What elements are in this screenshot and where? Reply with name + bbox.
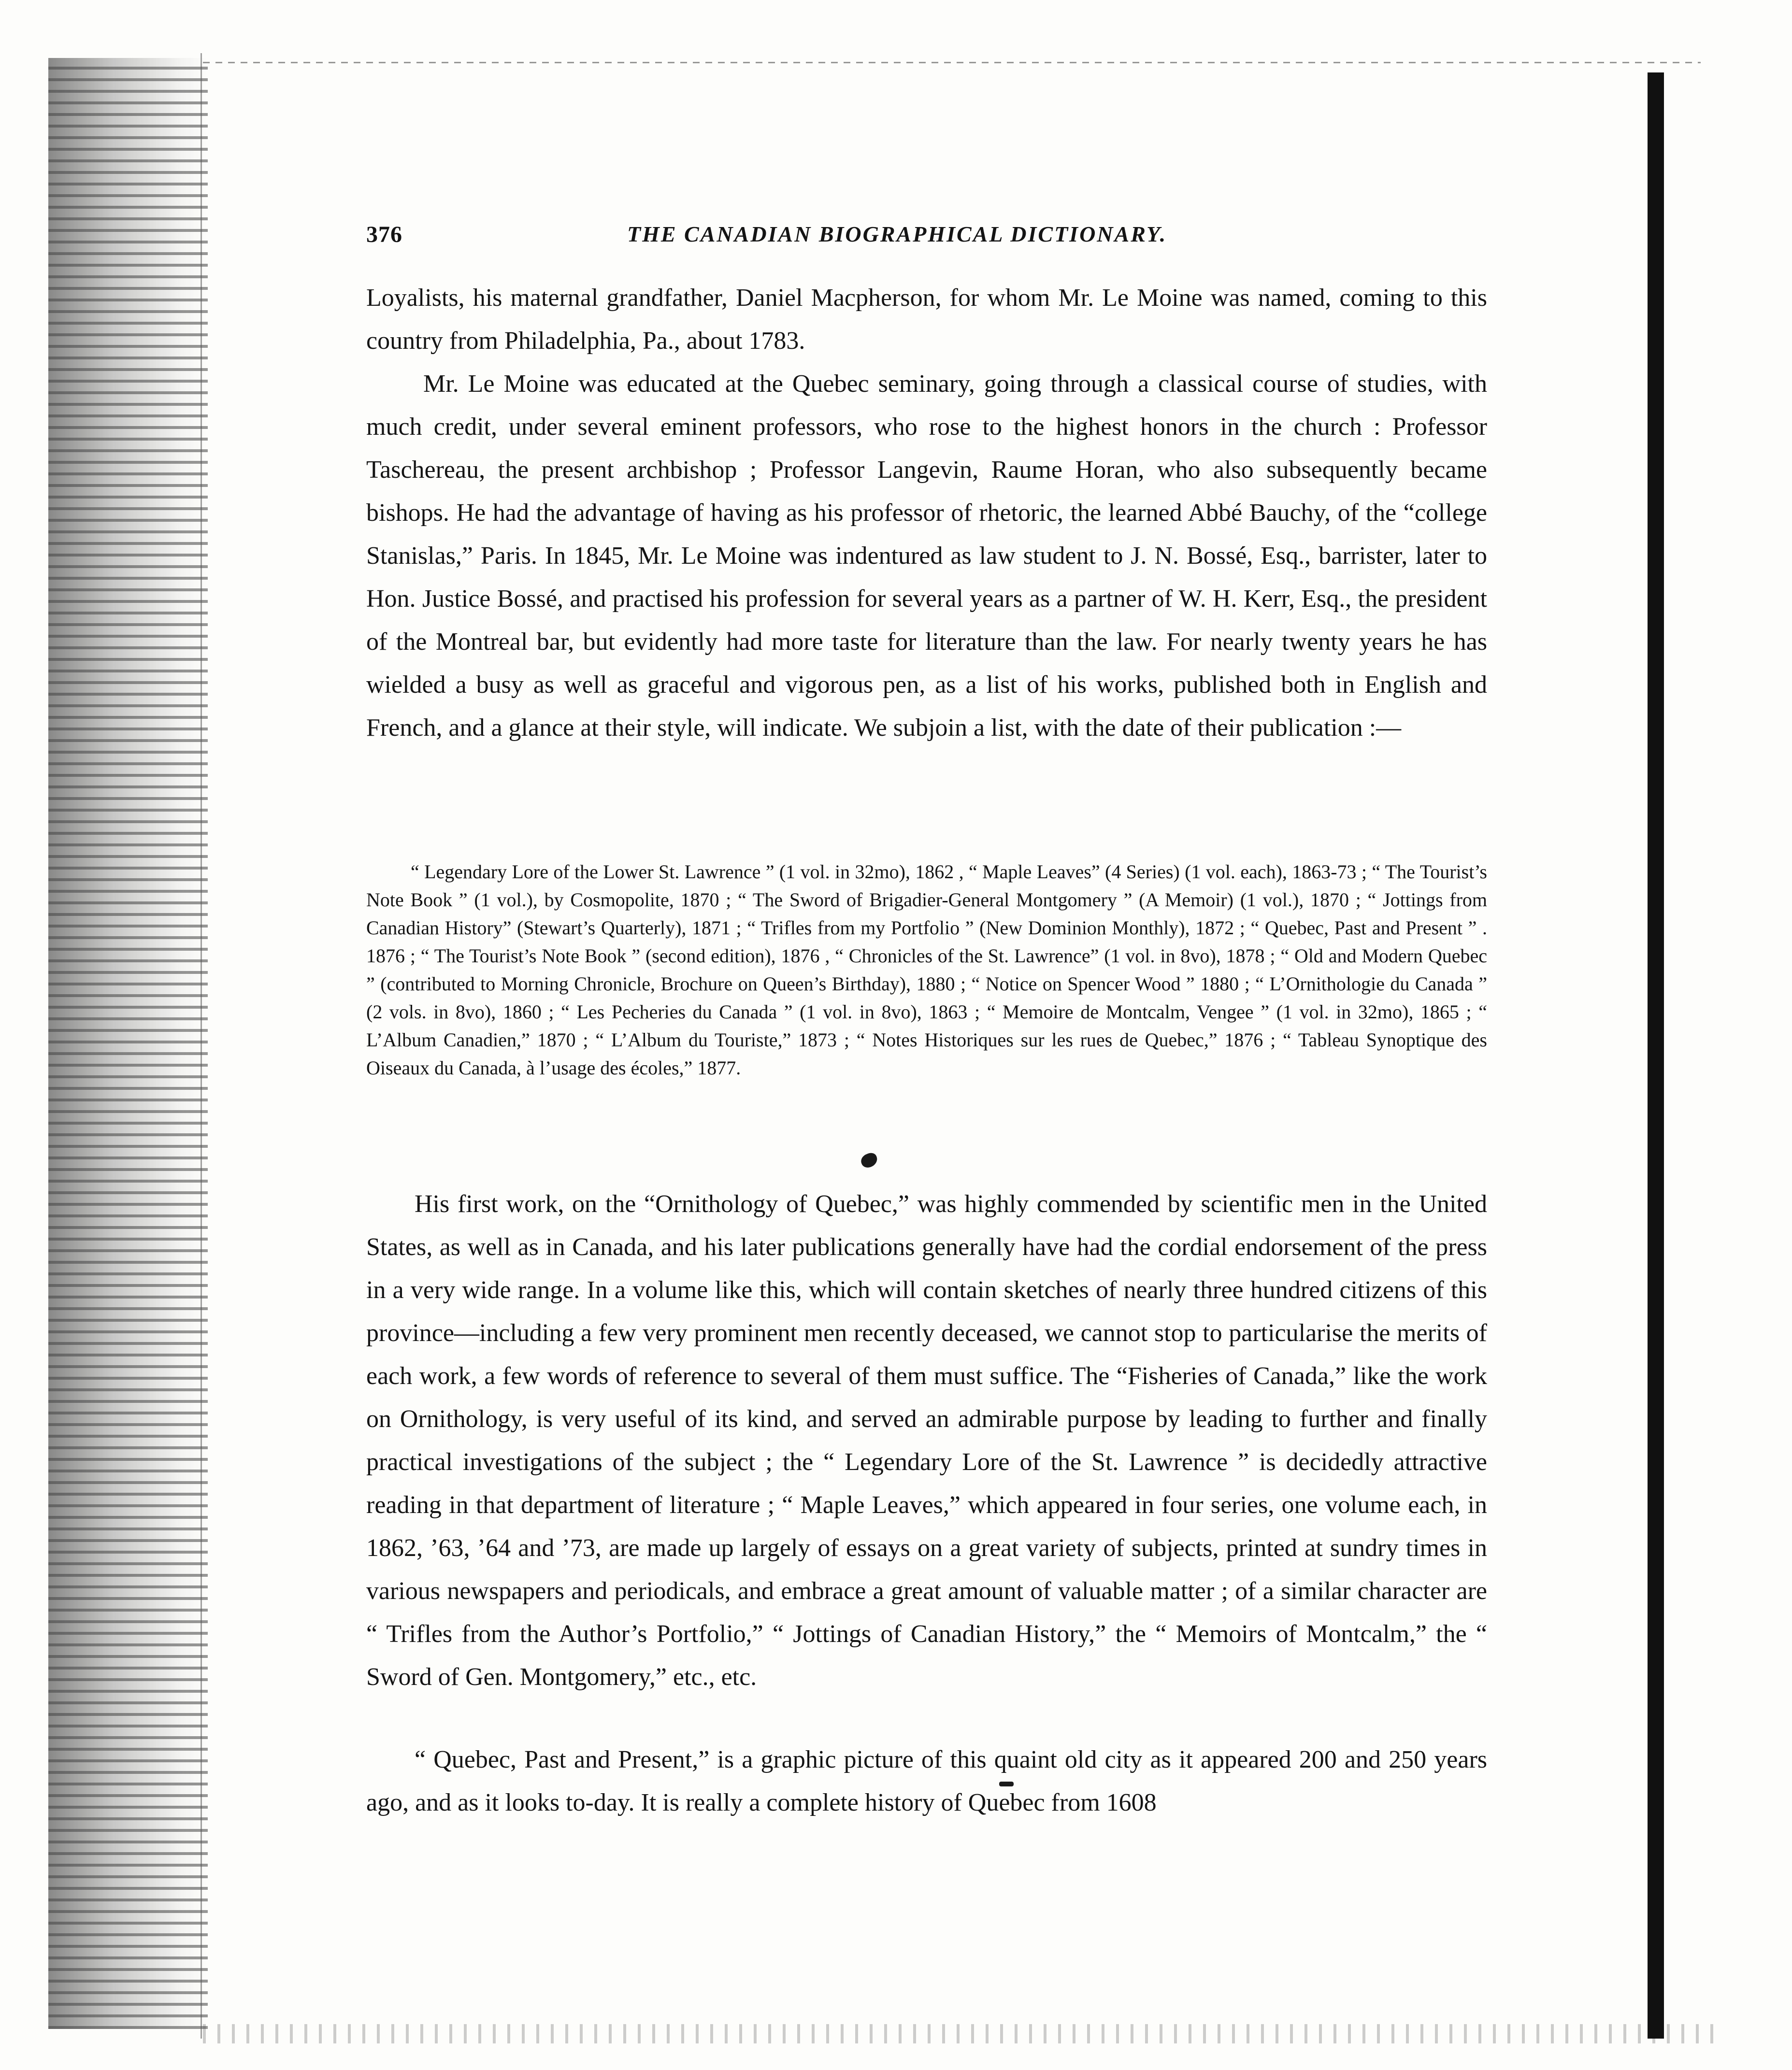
- paragraph-quebec-past-present: “ Quebec, Past and Present,” is a graphic picture of this quaint old city as it appeared 200 and 250 years ago, and as it looks to-day. It is really a complete history of Quebec from 1608: [366, 1746, 1487, 1816]
- paragraph-education: Mr. Le Moine was educated at the Quebec seminary, going through a classical course of studies, with much credit, under several eminent professors, who rose to the highest honors in the church : Professor Taschereau, the present archbishop ; Professor Langevin, Raume Horan, who also subsequently became bishops. He had the advantage of having as his professor of rhetoric, the learned Abbé Bauchy, of the “college Stanislas,” Paris. In 1845, Mr. Le Moine was indentured as law student to J. N. Bossé, Esq., barrister, later to Hon. Justice Bossé, and practised his profession for several years as a partner of W. H. Kerr, Esq., the president of the Montreal bar, but evidently had more taste for literature than the law. For nearly twenty years he has wielded a busy as well as graceful and vigorous pen, as a list of his works, published both in English and French, and a glance at their style, will indicate. We subjoin a list, with the date of their publication :—: [366, 370, 1487, 742]
- paragraph-loyalists: Loyalists, his maternal grandfather, Daniel Macpherson, for whom Mr. Le Moine was named, coming to this country from Philadelphia, Pa., about 1783.: [366, 284, 1487, 355]
- binding-edge-shadow: [48, 58, 208, 2029]
- paragraph-first-work: His first work, on the “Ornithology of Quebec,” was highly commended by scientific men in the United States, as well as in Canada, and his later publications generally have had the cordial endorsement of the press in a very wide range. In a volume like this, which will contain sketches of nearly three hundred citizens of this province—including a few very prominent men recently deceased, we cannot stop to particularise the merits of each work, a few words of reference to several of them must suffice. The “Fisheries of Canada,” like the work on Ornithology, is very useful of its kind, and served an admirable purpose by leading to further and finally practical investigations of the subject ; the “ Legendary Lore of the St. Lawrence ” is decidedly attractive reading in that department of literature ; “ Maple Leaves,” which appeared in four series, one volume each, in 1862, ’63, ’64 and ’73, are made up largely of essays on a great variety of subjects, printed at sundry times in various newspapers and periodicals, and embrace a great amount of valuable matter ; of a similar character are “ Trifles from the Author’s Portfolio,” “ Jottings of Canadian History,” the “ Memoirs of Montcalm,” the “ Sword of Gen. Montgomery,” etc., etc.: [366, 1190, 1487, 1691]
- bottom-scan-noise: [203, 2024, 1725, 2043]
- ink-blot: [859, 1151, 879, 1170]
- publication-list: “ Legendary Lore of the Lower St. Lawrence ” (1 vol. in 32mo), 1862 , “ Maple Leaves” (4 Series) (1 vol. each), 1863-73 ; “ The Tourist’s Note Book ” (1 vol.), by Cosmopolite, 1870 ; “ The Sword of Brigadier-General Montgomery ” (A Memoir) (1 vol.), 1870 ; “ Jottings from Canadian History” (Stewart’s Quarterly), 1871 ; “ Trifles from my Portfolio ” (New Dominion Monthly), 1872 ; “ Quebec, Past and Present ” . 1876 ; “ The Tourist’s Note Book ” (second edition), 1876 , “ Chronicles of the St. Lawrence” (1 vol. in 8vo), 1878 ; “ Old and Modern Quebec ” (contributed to Morning Chronicle, Brochure on Queen’s Birthday), 1880 ; “ Notice on Spencer Wood ” 1880 ; “ L’Ornithologie du Canada ” (2 vols. in 8vo), 1860 ; “ Les Pecheries du Canada ” (1 vol. in 8vo), 1863 ; “ Memoire de Montcalm, Vengee ” (1 vol. in 32mo), 1865 ; “ L’Album Canadien,” 1870 ; “ L’Album du Touriste,” 1873 ; “ Notes Historiques sur les rues de Quebec,” 1876 ; “ Tableau Synoptique des Oiseaux du Canada, à l’usage des écoles,” 1877.: [366, 861, 1487, 1079]
- page-number: 376: [366, 222, 402, 247]
- running-head: THE CANADIAN BIOGRAPHICAL DICTIONARY.: [627, 222, 1167, 246]
- binding-line: [201, 53, 202, 2039]
- top-scan-rule: [203, 62, 1701, 63]
- page-header: [366, 221, 1497, 255]
- right-scan-bar: [1648, 72, 1664, 2039]
